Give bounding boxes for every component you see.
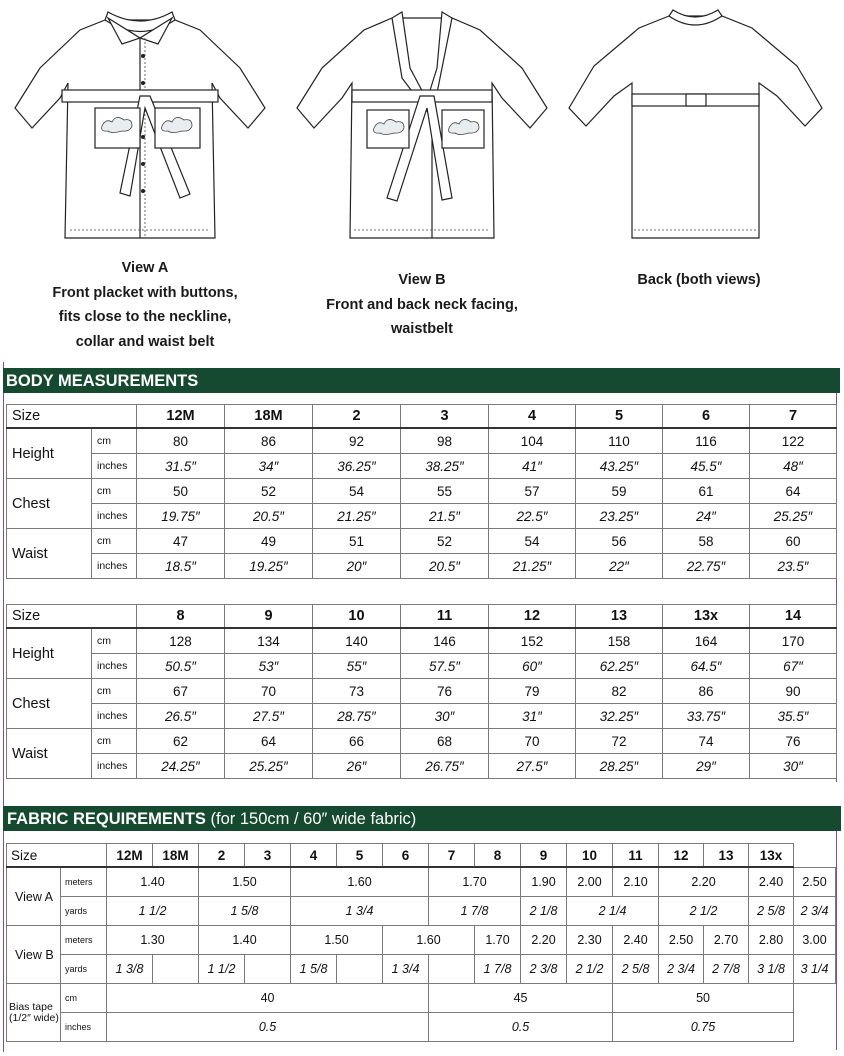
size-header: 12M <box>137 405 225 429</box>
table-row <box>7 1013 836 1042</box>
table-cell: 45 <box>429 984 613 1013</box>
table-cell: 52 <box>401 529 489 554</box>
table-cell: 164 <box>663 628 750 654</box>
size-row <box>7 405 837 429</box>
table-cell: 45.5″ <box>663 454 750 479</box>
unit-inches: inches <box>92 704 137 729</box>
table-cell: 2 1/8 <box>521 897 567 926</box>
table-row <box>7 554 837 579</box>
table-cell: 36.25″ <box>313 454 401 479</box>
table-cell: 30″ <box>750 754 837 779</box>
row-label-chest: Chest <box>7 479 92 529</box>
table-cell: 3.00 <box>794 926 836 955</box>
table-cell: 98 <box>401 428 489 454</box>
unit-meters: meters <box>61 926 107 955</box>
table-cell <box>337 955 383 984</box>
table-cell: 76 <box>750 729 837 754</box>
table-cell: 55″ <box>313 654 401 679</box>
table-cell: 80 <box>137 428 225 454</box>
unit-inches: inches <box>92 554 137 579</box>
table-cell: 1 3/4 <box>291 897 429 926</box>
body-measurements-table-2 <box>6 604 837 779</box>
table-cell: 2.70 <box>704 926 749 955</box>
table-cell: 41″ <box>489 454 576 479</box>
table-cell: 34″ <box>225 454 313 479</box>
size-header: 18M <box>153 844 199 868</box>
table-cell: 152 <box>489 628 576 654</box>
unit-cm: cm <box>61 984 107 1013</box>
body-measurements-title: BODY MEASUREMENTS <box>6 372 199 390</box>
size-header: 11 <box>613 844 659 868</box>
table-cell: 1 7/8 <box>475 955 521 984</box>
table-row <box>7 529 837 554</box>
table-cell: 26″ <box>313 754 401 779</box>
table-cell: 2.30 <box>567 926 613 955</box>
robe-view-b-illustration <box>292 8 562 248</box>
table-cell: 0.5 <box>107 1013 429 1042</box>
table-cell: 43.25″ <box>576 454 663 479</box>
table-cell: 21.25″ <box>313 504 401 529</box>
table-cell: 1.50 <box>291 926 383 955</box>
table-cell: 20.5″ <box>401 554 489 579</box>
view-b-caption <box>292 268 552 342</box>
table-cell: 57 <box>489 479 576 504</box>
table-cell: 2 1/2 <box>659 897 749 926</box>
table-cell: 64.5″ <box>663 654 750 679</box>
table-cell: 90 <box>750 679 837 704</box>
table-row <box>7 479 837 504</box>
table-row <box>7 955 836 984</box>
table-cell: 64 <box>750 479 837 504</box>
table-cell: 60″ <box>489 654 576 679</box>
robe-view-a-illustration <box>10 8 280 248</box>
table-row <box>7 897 836 926</box>
table-cell: 19.25″ <box>225 554 313 579</box>
table-cell: 54 <box>313 479 401 504</box>
table-cell: 2 3/4 <box>659 955 704 984</box>
size-header: 3 <box>401 405 489 429</box>
table-cell: 2 7/8 <box>704 955 749 984</box>
table-cell: 27.5″ <box>489 754 576 779</box>
table-cell: 86 <box>663 679 750 704</box>
table-row <box>7 504 837 529</box>
table-cell: 2.50 <box>659 926 704 955</box>
view-a-title: View A <box>121 260 169 276</box>
view-b-line-2: waistbelt <box>390 321 454 337</box>
table-cell: 67 <box>137 679 225 704</box>
table-cell: 0.5 <box>429 1013 613 1042</box>
view-a-line-1: Front placket with buttons, <box>52 284 238 301</box>
row-label-height: Height <box>7 428 92 479</box>
table-cell: 23.5″ <box>750 554 837 579</box>
size-header: 11 <box>401 605 489 629</box>
robe-back-illustration <box>564 8 834 248</box>
table-cell: 1 3/4 <box>383 955 429 984</box>
table-row <box>7 654 837 679</box>
size-header: 8 <box>137 605 225 629</box>
size-header: 7 <box>429 844 475 868</box>
table-cell: 24.25″ <box>137 754 225 779</box>
table-cell: 28.75″ <box>313 704 401 729</box>
table-cell: 1.70 <box>429 867 521 897</box>
table-cell: 50 <box>613 984 794 1013</box>
table-cell: 70 <box>225 679 313 704</box>
table-cell: 18.5″ <box>137 554 225 579</box>
size-header: 4 <box>489 405 576 429</box>
table-row <box>7 628 837 654</box>
unit-cm: cm <box>92 729 137 754</box>
table-cell: 1.90 <box>521 867 567 897</box>
unit-inches: inches <box>92 754 137 779</box>
table-cell: 25.25″ <box>750 504 837 529</box>
table-cell: 2 1/2 <box>567 955 613 984</box>
table-cell: 1.60 <box>383 926 475 955</box>
table-cell: 29″ <box>663 754 750 779</box>
unit-cm: cm <box>92 479 137 504</box>
table-cell: 170 <box>750 628 837 654</box>
fabric-requirements-title: FABRIC REQUIREMENTS <box>7 810 206 828</box>
fabric-requirements-subtitle: (for 150cm / 60″ wide fabric) <box>210 810 417 828</box>
size-header: 18M <box>225 405 313 429</box>
unit-cm: cm <box>92 628 137 654</box>
table-cell: 22.75″ <box>663 554 750 579</box>
table-cell: 33.75″ <box>663 704 750 729</box>
size-row <box>7 605 837 629</box>
table-cell: 122 <box>750 428 837 454</box>
table-cell: 1.70 <box>475 926 521 955</box>
table-cell <box>429 955 475 984</box>
unit-inches: inches <box>92 654 137 679</box>
table-cell: 134 <box>225 628 313 654</box>
table-cell: 62.25″ <box>576 654 663 679</box>
size-header: 5 <box>337 844 383 868</box>
table-cell: 67″ <box>750 654 837 679</box>
table-cell: 57.5″ <box>401 654 489 679</box>
table-cell: 1.40 <box>107 867 199 897</box>
table-cell: 2.20 <box>659 867 749 897</box>
table-cell: 73 <box>313 679 401 704</box>
size-header: 2 <box>199 844 245 868</box>
table-cell: 2 3/8 <box>521 955 567 984</box>
table-cell: 52 <box>225 479 313 504</box>
size-header: 3 <box>245 844 291 868</box>
unit-inches: inches <box>61 1013 107 1042</box>
view-b-line-1: Front and back neck facing, <box>326 296 518 313</box>
table-cell: 79 <box>489 679 576 704</box>
table-row <box>7 754 837 779</box>
table-cell: 26.75″ <box>401 754 489 779</box>
table-cell: 3 1/4 <box>794 955 836 984</box>
table-row <box>7 704 837 729</box>
view-a-label: View A <box>7 867 61 926</box>
size-header: 2 <box>313 405 401 429</box>
table-cell: 140 <box>313 628 401 654</box>
back-title: Back (both views) <box>637 272 761 288</box>
unit-cm: cm <box>92 529 137 554</box>
table-cell: 0.75 <box>613 1013 794 1042</box>
size-header: 13x <box>749 844 794 868</box>
table-cell: 1 1/2 <box>199 955 245 984</box>
table-cell: 54 <box>489 529 576 554</box>
table-cell: 20.5″ <box>225 504 313 529</box>
table-cell: 2 5/8 <box>613 955 659 984</box>
table-row <box>7 926 836 955</box>
size-header: 8 <box>475 844 521 868</box>
unit-yards: yards <box>61 897 107 926</box>
table-cell: 26.5″ <box>137 704 225 729</box>
row-label-waist: Waist <box>7 529 92 579</box>
row-label-chest: Chest <box>7 679 92 729</box>
table-cell: 72 <box>576 729 663 754</box>
body-measurements-table-1 <box>6 404 837 579</box>
table-cell: 53″ <box>225 654 313 679</box>
table-cell: 38.25″ <box>401 454 489 479</box>
section-divider-left <box>3 362 4 1052</box>
view-b-title: View B <box>398 272 446 288</box>
size-header: 9 <box>225 605 313 629</box>
size-header: 13 <box>576 605 663 629</box>
size-header: 13x <box>663 605 750 629</box>
table-cell: 1 7/8 <box>429 897 521 926</box>
back-caption <box>564 268 834 293</box>
view-a-line-2: fits close to the neckline, <box>58 309 232 325</box>
table-cell: 2 5/8 <box>749 897 794 926</box>
table-row <box>7 428 837 454</box>
table-cell: 60 <box>750 529 837 554</box>
table-row <box>7 867 836 897</box>
table-cell: 116 <box>663 428 750 454</box>
table-cell: 66 <box>313 729 401 754</box>
table-cell: 50.5″ <box>137 654 225 679</box>
unit-inches: inches <box>92 504 137 529</box>
table-row <box>7 679 837 704</box>
table-cell: 22.5″ <box>489 504 576 529</box>
table-cell: 128 <box>137 628 225 654</box>
table-cell: 40 <box>107 984 429 1013</box>
table-cell: 24″ <box>663 504 750 529</box>
table-cell: 3 1/8 <box>749 955 794 984</box>
unit-cm: cm <box>92 428 137 454</box>
table-cell: 21.5″ <box>401 504 489 529</box>
table-cell: 1 5/8 <box>199 897 291 926</box>
table-cell: 55 <box>401 479 489 504</box>
row-label-waist: Waist <box>7 729 92 779</box>
table-cell: 2.20 <box>521 926 567 955</box>
table-cell: 23.25″ <box>576 504 663 529</box>
size-header: 6 <box>383 844 429 868</box>
table-cell: 19.75″ <box>137 504 225 529</box>
table-row <box>7 729 837 754</box>
table-cell: 2.40 <box>749 867 794 897</box>
table-cell: 1 5/8 <box>291 955 337 984</box>
table-cell: 1.50 <box>199 867 291 897</box>
table-row <box>7 984 836 1013</box>
table-cell: 2.00 <box>567 867 613 897</box>
size-header: 12 <box>489 605 576 629</box>
table-cell: 82 <box>576 679 663 704</box>
table-cell: 70 <box>489 729 576 754</box>
view-a-caption <box>10 256 280 354</box>
view-a-line-3: collar and waist belt <box>75 333 215 350</box>
size-header: 10 <box>313 605 401 629</box>
table-cell: 1.60 <box>291 867 429 897</box>
table-cell: 2 3/4 <box>794 897 836 926</box>
table-cell: 68 <box>401 729 489 754</box>
table-cell: 30″ <box>401 704 489 729</box>
table-cell: 86 <box>225 428 313 454</box>
size-header: 10 <box>567 844 613 868</box>
table-cell: 92 <box>313 428 401 454</box>
table-cell: 2.50 <box>794 867 836 897</box>
table-cell: 2.80 <box>749 926 794 955</box>
table-cell: 51 <box>313 529 401 554</box>
size-header: 12M <box>107 844 153 868</box>
table-cell: 48″ <box>750 454 837 479</box>
table-cell: 28.25″ <box>576 754 663 779</box>
table-cell: 47 <box>137 529 225 554</box>
table-cell <box>153 955 199 984</box>
table-cell: 32.25″ <box>576 704 663 729</box>
view-b-label: View B <box>7 926 61 984</box>
fabric-requirements-header <box>3 806 841 831</box>
size-header: 13 <box>704 844 749 868</box>
body-measurements-header <box>3 368 840 393</box>
unit-cm: cm <box>92 679 137 704</box>
table-cell: 1 3/8 <box>107 955 153 984</box>
table-cell: 27.5″ <box>225 704 313 729</box>
section-divider-right-2 <box>836 830 837 1050</box>
table-cell: 35.5″ <box>750 704 837 729</box>
size-header: 9 <box>521 844 567 868</box>
table-cell: 2.10 <box>613 867 659 897</box>
table-cell: 1.40 <box>199 926 291 955</box>
table-cell: 2.40 <box>613 926 659 955</box>
size-header: 7 <box>750 405 837 429</box>
table-cell: 49 <box>225 529 313 554</box>
table-cell <box>245 955 291 984</box>
table-cell: 22″ <box>576 554 663 579</box>
table-cell: 61 <box>663 479 750 504</box>
table-cell: 104 <box>489 428 576 454</box>
size-header: 12 <box>659 844 704 868</box>
row-label-height: Height <box>7 628 92 679</box>
size-label: Size <box>7 405 137 429</box>
table-cell: 64 <box>225 729 313 754</box>
table-cell: 74 <box>663 729 750 754</box>
table-cell: 20″ <box>313 554 401 579</box>
table-cell: 158 <box>576 628 663 654</box>
table-cell: 59 <box>576 479 663 504</box>
unit-inches: inches <box>92 454 137 479</box>
bias-tape-label: Bias tape (1/2″ wide) <box>7 984 61 1042</box>
size-header: 6 <box>663 405 750 429</box>
table-row <box>7 454 837 479</box>
table-cell: 110 <box>576 428 663 454</box>
table-cell: 31.5″ <box>137 454 225 479</box>
table-cell: 31″ <box>489 704 576 729</box>
table-cell: 56 <box>576 529 663 554</box>
fabric-requirements-table <box>6 843 836 1042</box>
table-cell: 2 1/4 <box>567 897 659 926</box>
table-cell: 58 <box>663 529 750 554</box>
size-label: Size <box>7 844 107 868</box>
size-header: 14 <box>750 605 837 629</box>
unit-meters: meters <box>61 867 107 897</box>
table-cell: 25.25″ <box>225 754 313 779</box>
table-cell: 1 1/2 <box>107 897 199 926</box>
unit-yards: yards <box>61 955 107 984</box>
table-cell: 1.30 <box>107 926 199 955</box>
table-cell: 62 <box>137 729 225 754</box>
size-header: 4 <box>291 844 337 868</box>
size-row <box>7 844 836 868</box>
table-cell: 76 <box>401 679 489 704</box>
table-cell: 146 <box>401 628 489 654</box>
table-cell: 21.25″ <box>489 554 576 579</box>
size-header: 5 <box>576 405 663 429</box>
table-cell: 50 <box>137 479 225 504</box>
size-label: Size <box>7 605 137 629</box>
